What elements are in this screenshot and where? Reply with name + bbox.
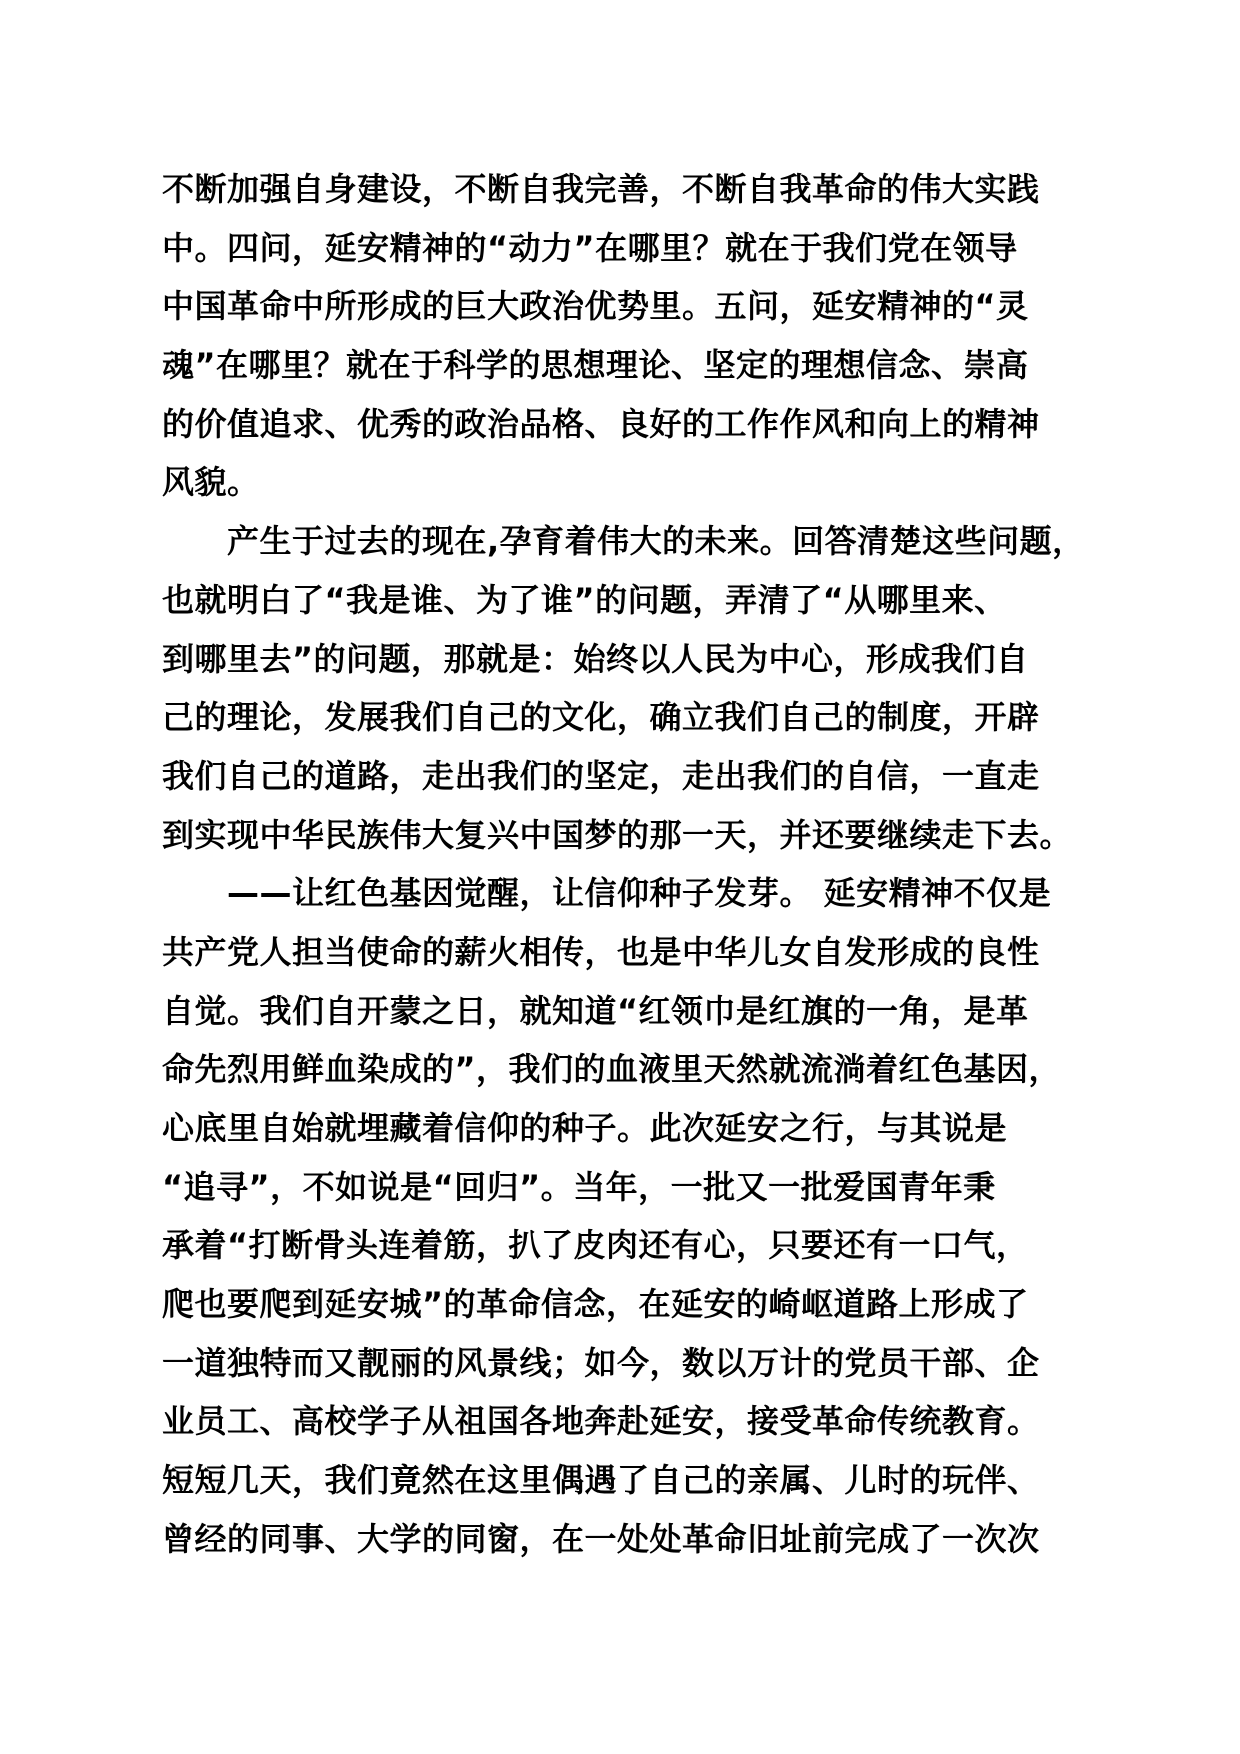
text-line: 也就明白了“我是谁、为了谁”的问题，弄清了“从哪里来、 <box>162 580 1007 619</box>
text-line: “追寻”，不如说是“回归”。当年，一批又一批爱国青年秉 <box>162 1167 996 1206</box>
text-line: 风貌。 <box>162 463 260 502</box>
text-line: 我们自己的道路，走出我们的坚定，走出我们的自信，一直走 <box>162 756 1040 795</box>
text-line: 中。四问，延安精神的“动力”在哪里？就在于我们党在领导 <box>162 228 1018 267</box>
text-line: 命先烈用鲜血染成的”，我们的血液里天然就流淌着红色基因， <box>162 1050 1062 1089</box>
text-line: 业员工、高校学子从祖国各地奔赴延安，接受革命传统教育。 <box>162 1402 1040 1441</box>
text-line: 短短几天，我们竟然在这里偶遇了自己的亲属、儿时的玩伴、 <box>162 1461 1040 1500</box>
text-line: 的价值追求、优秀的政治品格、良好的工作作风和向上的精神 <box>162 404 1040 443</box>
text-line: 共产党人担当使命的薪火相传，也是中华儿女自发形成的良性 <box>162 932 1040 971</box>
text-line: 自觉。我们自开蒙之日，就知道“红领巾是红旗的一角，是革 <box>162 991 1029 1030</box>
text-line: 曾经的同事、大学的同窗，在一处处革命旧址前完成了一次次 <box>162 1519 1040 1558</box>
text-line: 到哪里去”的问题，那就是：始终以人民为中心，形成我们自 <box>162 639 1029 678</box>
text-line: 中国革命中所形成的巨大政治优势里。五问，延安精神的“灵 <box>162 287 1029 326</box>
text-line: 承着“打断骨头连着筋，扒了皮肉还有心，只要还有一口气， <box>162 1226 1029 1265</box>
text-line: 产生于过去的现在,孕育着伟大的未来。回答清楚这些问题， <box>162 522 1085 561</box>
text-line: 到实现中华民族伟大复兴中国梦的那一天，并还要继续走下去。 <box>162 815 1073 854</box>
text-line: 不断加强自身建设，不断自我完善，不断自我革命的伟大实践 <box>162 170 1040 208</box>
text-line: 己的理论，发展我们自己的文化，确立我们自己的制度，开辟 <box>162 698 1040 737</box>
text-line: 心底里自始就埋藏着信仰的种子。此次延安之行，与其说是 <box>162 1109 1008 1147</box>
text-line: 一道独特而又靓丽的风景线；如今，数以万计的党员干部、企 <box>162 1343 1040 1382</box>
text-line: ——让红色基因觉醒，让信仰种子发芽。 延安精神不仅是 <box>162 874 1052 913</box>
text-line: 爬也要爬到延安城”的革命信念，在延安的崎岖道路上形成了 <box>162 1285 1029 1324</box>
body-text <box>162 160 1102 1569</box>
text-line: 魂”在哪里？就在于科学的思想理论、坚定的理想信念、崇高 <box>162 346 1029 385</box>
